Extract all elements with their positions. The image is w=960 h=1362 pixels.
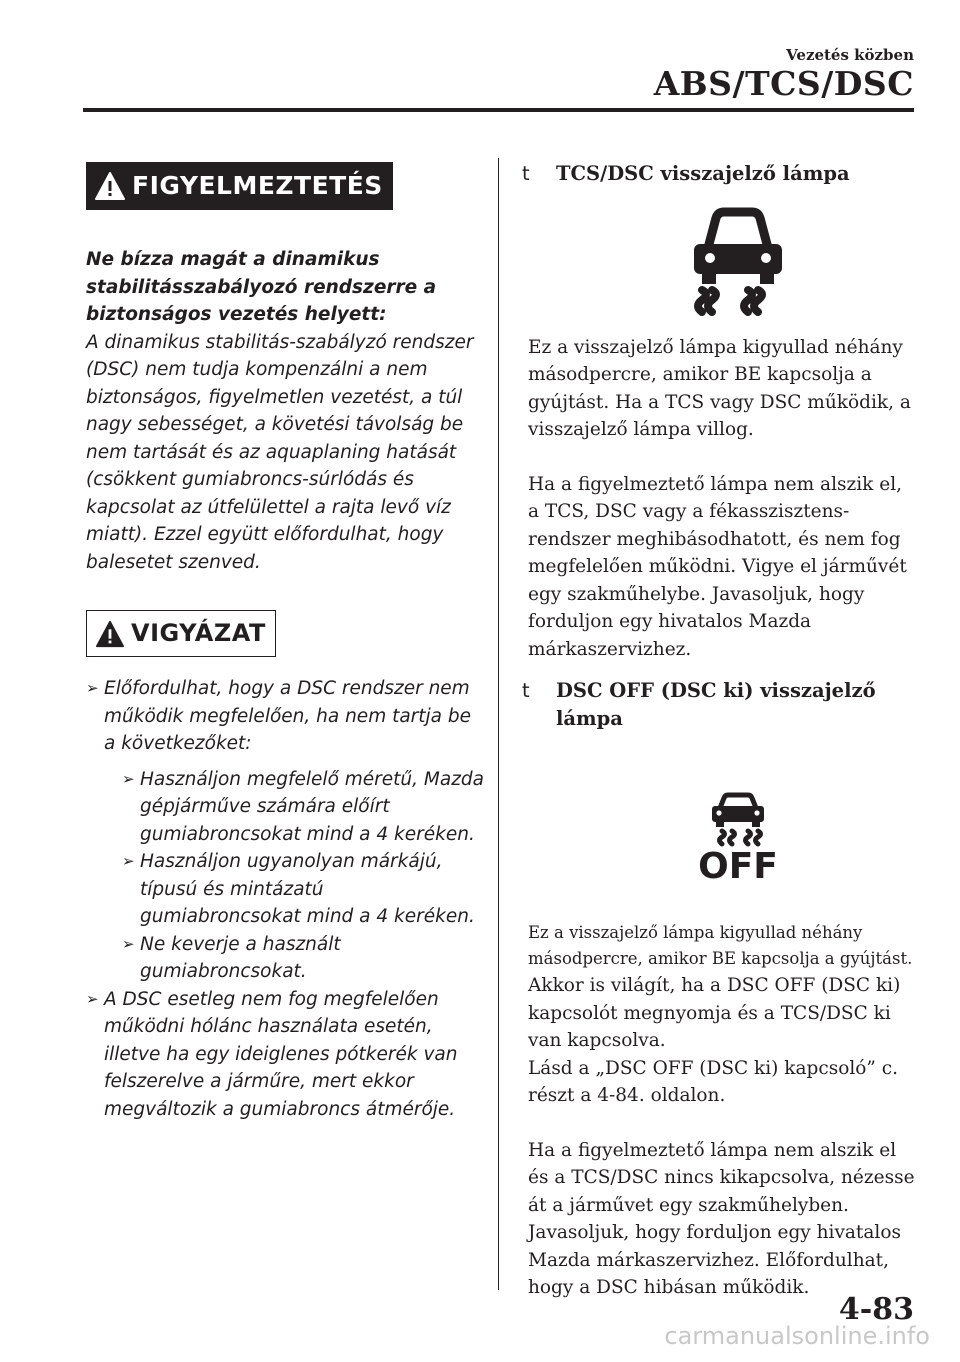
list-item: ➢ Használjon megfelelő méretű, Mazda gépjárműve számára előírt gumiabroncsokat mind a 4 keréken. <box>122 766 486 849</box>
left-column <box>86 162 486 1123</box>
caution-triangle-icon <box>95 620 125 648</box>
sub-list <box>122 766 486 986</box>
small-paragraph: Ez a visszajelző lámpa kigyullad néhány másodpercre, amikor BE kapcsolja a gyújtást. <box>528 923 913 968</box>
warning-heading: Ne bízza magát a dinamikus stabilitásszabályozó rendszerre a biztonságos vezetés helyett: <box>86 249 437 325</box>
paragraph: Akkor is világít, ha a DSC OFF (DSC ki) kapcsolót megnyomja és a TCS/DSC ki van kapcsolva. <box>528 975 901 1051</box>
section-marker: t <box>522 679 530 702</box>
warning-triangle-icon <box>94 171 126 201</box>
section-heading-dsc-off <box>522 677 918 732</box>
section-marker: t <box>522 162 530 185</box>
paragraph: Ha a figyelmeztető lámpa nem alszik el és a TCS/DSC nincs kikapcsolva, nézesse át a járművet egy szakműhelyben. Javasoljuk, hogy forduljon egy hivatalos Mazda márkaszervizhez. Előfordulhat, hogy a DSC hibásan működik. <box>528 1139 915 1298</box>
warning-label: FIGYELMEZTETÉS <box>132 171 383 201</box>
warning-body: A dinamikus stabilitás-szabályzó rendszer (DSC) nem tudja kompenzálni a nem biztonságos, figyelmetlen vezetést, a túl nagy sebességet, a követési távolság be nem tartását és az aquaplaning hatását (csökkent gumiabroncs-súrlódás és kapcsolat az útfelülettel a rajta levő víz miatt). Ezzel együtt előfordulhat, hogy balesetet szenved. <box>86 331 474 573</box>
page-title: ABS/TCS/DSC <box>653 64 914 103</box>
section-title: TCS/DSC visszajelző lámpa <box>556 162 850 185</box>
column-divider <box>498 158 499 1290</box>
watermark: carmanualsonline.info <box>664 1322 930 1350</box>
caution-label: VIGYÁZAT <box>131 618 266 647</box>
caution-banner <box>86 610 276 657</box>
section-title: DSC OFF (DSC ki) visszajelző lámpa <box>556 679 876 730</box>
list-item <box>86 675 486 986</box>
off-icon-text: OFF <box>698 846 778 884</box>
bullet-text: Előfordulhat, hogy a DSC rendszer nem működik megfelelően, ha nem tartja be a következőket: <box>104 678 472 754</box>
list-item: ➢ A DSC esetleg nem fog megfelelően működni hólánc használata esetén, illetve ha egy ideiglenes pótkerék van felszerelve a járműre, mert ekkor megváltozik a gumiabroncs átmérője. <box>86 986 486 1124</box>
paragraph: Lásd a „DSC OFF (DSC ki) kapcsoló” c. részt a 4-84. oldalon. <box>528 1057 898 1106</box>
tcs-dsc-indicator-icon <box>688 204 788 316</box>
dsc-off-indicator-icon <box>686 792 790 884</box>
right-column <box>522 160 918 1302</box>
list-item: ➢ Használjon ugyanolyan márkájú, típusú és mintázatú gumiabroncsokat mind a 4 keréken. <box>122 848 486 931</box>
page-number: 4-83 <box>838 1292 914 1327</box>
section-heading-tcs-dsc <box>522 160 918 188</box>
paragraph: Ez a visszajelző lámpa kigyullad néhány másodpercre, amikor BE kapcsolja a gyújtást. Ha a TCS vagy DSC működik, a visszajelző lámpa villog. <box>528 336 911 440</box>
list-item: ➢ Ne keverje a használt gumiabroncsokat. <box>122 931 486 986</box>
caution-list <box>86 675 486 1123</box>
paragraph: Ha a figyelmeztető lámpa nem alszik el, a TCS, DSC vagy a fékasszisztens-rendszer meghibásodhatott, és nem fog megfelelően működni. Vigye el járművét egy szakműhelybe. Javasoljuk, hogy forduljon egy hivatalos Mazda márkaszervizhez. <box>528 473 907 660</box>
section-label: Vezetés közben <box>786 46 914 64</box>
warning-banner <box>86 162 393 210</box>
header-rule <box>83 108 914 112</box>
